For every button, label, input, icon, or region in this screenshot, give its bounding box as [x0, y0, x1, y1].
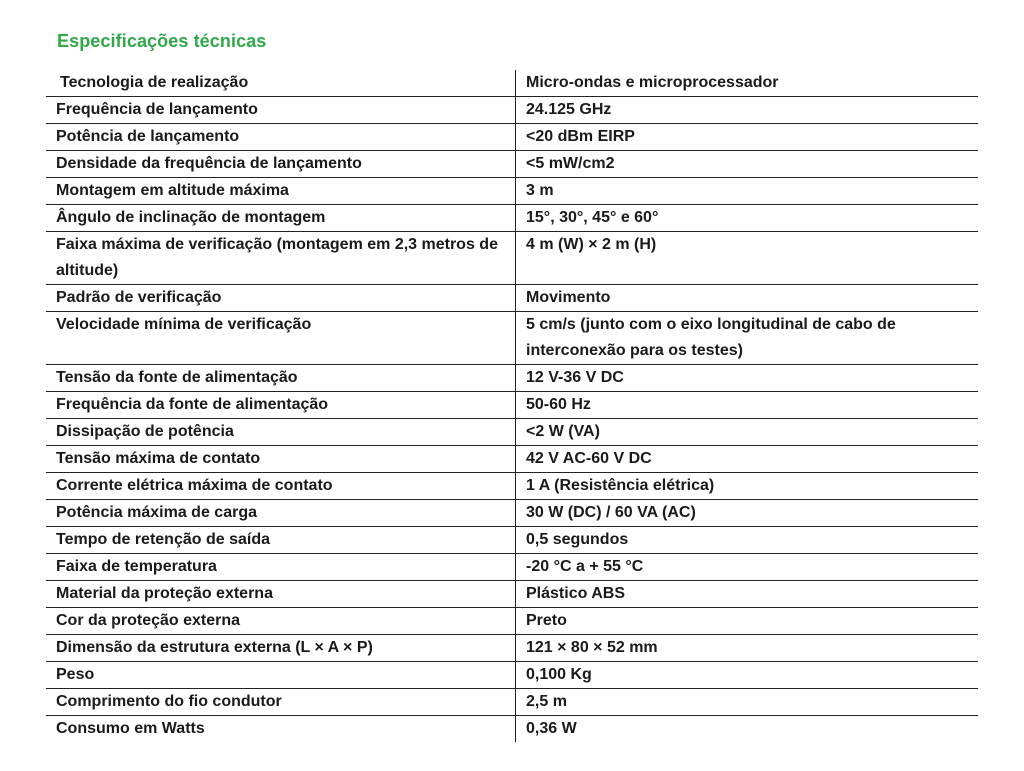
spec-label: Tensão da fonte de alimentação [46, 365, 516, 392]
table-row [46, 446, 978, 473]
spec-value: 1 A (Resistência elétrica) [516, 473, 979, 500]
spec-value: 30 W (DC) / 60 VA (AC) [516, 500, 979, 527]
spec-value: <2 W (VA) [516, 419, 979, 446]
spec-value: Preto [516, 608, 979, 635]
spec-value: 3 m [516, 178, 979, 205]
spec-value: Plástico ABS [516, 581, 979, 608]
table-row [46, 205, 978, 232]
spec-value: 24.125 GHz [516, 97, 979, 124]
spec-label: Dissipação de potência [46, 419, 516, 446]
spec-table [46, 70, 978, 742]
spec-value: 15°, 30°, 45° e 60° [516, 205, 979, 232]
table-row [46, 312, 978, 365]
table-row [46, 419, 978, 446]
spec-label: Ângulo de inclinação de montagem [46, 205, 516, 232]
spec-label: Tempo de retenção de saída [46, 527, 516, 554]
table-row [46, 608, 978, 635]
spec-value: Movimento [516, 285, 979, 312]
table-row [46, 285, 978, 312]
spec-label: Tensão máxima de contato [46, 446, 516, 473]
table-row [46, 662, 978, 689]
spec-value: 0,100 Kg [516, 662, 979, 689]
table-row [46, 635, 978, 662]
spec-value: 42 V AC-60 V DC [516, 446, 979, 473]
spec-label: Frequência de lançamento [46, 97, 516, 124]
spec-label: Material da proteção externa [46, 581, 516, 608]
spec-label: Padrão de verificação [46, 285, 516, 312]
spec-label: Densidade da frequência de lançamento [46, 151, 516, 178]
spec-value: <5 mW/cm2 [516, 151, 979, 178]
spec-value: 5 cm/s (junto com o eixo longitudinal de cabo de interconexão para os testes) [516, 312, 979, 365]
spec-label: Comprimento do fio condutor [46, 689, 516, 716]
spec-value: 50-60 Hz [516, 392, 979, 419]
spec-value: 121 × 80 × 52 mm [516, 635, 979, 662]
spec-label: Faixa de temperatura [46, 554, 516, 581]
spec-value: 2,5 m [516, 689, 979, 716]
spec-label: Montagem em altitude máxima [46, 178, 516, 205]
spec-value: 0,36 W [516, 716, 979, 743]
spec-label: Frequência da fonte de alimentação [46, 392, 516, 419]
table-row [46, 689, 978, 716]
table-row [46, 232, 978, 285]
table-row [46, 178, 978, 205]
table-row [46, 500, 978, 527]
spec-label: Potência de lançamento [46, 124, 516, 151]
table-row [46, 97, 978, 124]
spec-label: Peso [46, 662, 516, 689]
table-row [46, 365, 978, 392]
spec-label: Potência máxima de carga [46, 500, 516, 527]
table-row [46, 151, 978, 178]
spec-label: Corrente elétrica máxima de contato [46, 473, 516, 500]
table-row [46, 554, 978, 581]
page-title: Especificações técnicas [57, 31, 267, 51]
spec-value: -20 °C a + 55 °C [516, 554, 979, 581]
table-row [46, 716, 978, 743]
spec-label: Faixa máxima de verificação (montagem em 2,3 metros de altitude) [46, 232, 516, 285]
spec-value: 4 m (W) × 2 m (H) [516, 232, 979, 285]
spec-value: 0,5 segundos [516, 527, 979, 554]
spec-label: Cor da proteção externa [46, 608, 516, 635]
table-row [46, 581, 978, 608]
table-row [46, 70, 978, 97]
table-row [46, 473, 978, 500]
table-row [46, 392, 978, 419]
spec-value: <20 dBm EIRP [516, 124, 979, 151]
table-row [46, 124, 978, 151]
spec-value: Micro-ondas e microprocessador [516, 70, 979, 97]
spec-value: 12 V-36 V DC [516, 365, 979, 392]
spec-label: Consumo em Watts [56, 720, 205, 737]
table-row [46, 527, 978, 554]
spec-label: Tecnologia de realização [46, 70, 516, 97]
spec-label: Velocidade mínima de verificação [46, 312, 516, 365]
spec-label: Dimensão da estrutura externa (L × A × P) [46, 635, 516, 662]
